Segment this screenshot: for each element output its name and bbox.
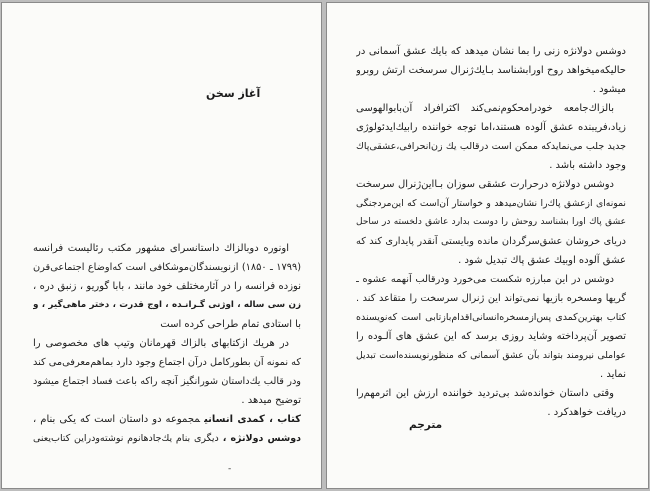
book-title-bold: کتاب ، کمدی انسانی [204,414,301,425]
left-page-text [33,239,301,448]
text-line: تصویر آن‌پرداخته وشاید روزی برسد که این عشق های آلـوده را [356,331,626,342]
text-line: زن سی ساله ، اوژنی گـرانـده ، اوج قدرت ، دختر ماهی‌گیر ، و [33,300,301,310]
text-line: بالزاك‌جامعه خودرامحکوم‌نمی‌کند اکثرافراد آن‌بابوالهوسی [356,103,614,114]
right-page [326,2,649,489]
text-line: عشق آلوده اوبیك عشق پاك تبدیل شود . [458,255,626,266]
text-line [33,410,301,429]
text-segment: مجموعه دو داستان است که یکی بنام ، [33,414,201,425]
text-line: عواملی نیرومند بتواند بآن عشق آسمانی که منظورنویسنده‌است تبدیل [356,350,626,361]
text-line: جدید جلب می‌نماید‌که ممکن است درقالب یك زن‌انحرافی،عشقی‌پاك [356,141,626,152]
text-line: ودر قالب یك‌داستان شورانگیز آنچه راکه باعث فساد اجتماع میشود [33,376,301,387]
text-segment: دیگری بنام یك‌جادهانوم نوشته‌ودراین کتاب‌یعنی [33,433,219,444]
text-line: حالیکه‌میخواهد روح اورابشناسد بـایك‌ژنرال سرسخت ارتش روبرو [356,65,626,76]
text-line: با استادی تمام طراحی کرده است [160,319,301,330]
left-page [1,2,322,489]
text-line: اونوره دوبالزاك داستانسرای مشهور مکتب رئالیست فرانسه [33,243,289,254]
text-line: نماید . [599,369,626,380]
text-line: دریافت خواهد‌کرد . [547,407,626,418]
text-line: توضیح میدهد . [241,395,301,406]
text-line: وقتی داستان خوانده‌شد بی‌تردید خواننده ارزش این اثرمهم‌را [356,388,614,399]
text-line: دریای خروشان عشق‌سرگردان مانده وبایستی آنقدر پایداری کند که [356,236,626,247]
text-line [33,429,301,448]
text-line: وجود داشته باشد . [549,160,626,171]
text-line: عشق پاك اورا بشناسد روحش را دوست بدارد عاشق دلخسته در ساحل [356,217,626,227]
text-line: که نمونه آن بطورکامل درآن اجتماع وجود دارد بماهم‌معرفی‌می کند [33,357,301,368]
right-page-text [356,42,626,422]
text-line: کتاب بهترین‌کمدی پس‌ازمسخره‌انسانی‌اقدام‌بازتابی است که‌نویسنده [356,312,626,323]
text-line: دوشس در این مبارزه شکست می‌خورد ودرقالب آنهمه عشوه ـ [356,274,614,285]
text-line: زیاد،فریبنده عشق آلوده هستند،اما توجه خواننده رابیك‌ایدئولوژی [356,122,626,133]
text-line: نوزده فرانسه را در آثارمختلف خود مانند ، بابا گوریو ، زنبق دره ، [33,281,301,292]
story-title-bold: دوشس دولانژه ، [222,433,301,444]
translator-signature: مترجم [409,419,443,431]
text-line: میشود . [592,84,626,95]
text-line: گریها ومسخره بازیها نمی‌تواند این ژنرال سرسخت را متقاعد کند . [356,293,626,304]
page-mark: - [228,464,232,474]
text-line: در هریك ازکتابهای بالزاك قهرمانان وتیپ های مخصوصی را [33,338,289,349]
text-line: دوشس دولانژه درحرارت عشقی سوزان بـااین‌ژنرال سرسخت [356,179,614,190]
text-line: (۱۷۹۹ ـ ۱۸۵۰) ازنویسندگان‌موشکافی است که‌اوضاع اجتماعی‌قرن [33,262,301,273]
text-line: نمونه‌ای ازعشق پاك‌را نشان‌میدهد و خواستار آن‌است که این‌مردجنگی [356,198,626,209]
section-title: آغاز سخن [206,87,261,100]
text-line: دوشس دولانژه زنی را بما نشان میدهد که بایك عشق آسمانی در [356,46,626,57]
